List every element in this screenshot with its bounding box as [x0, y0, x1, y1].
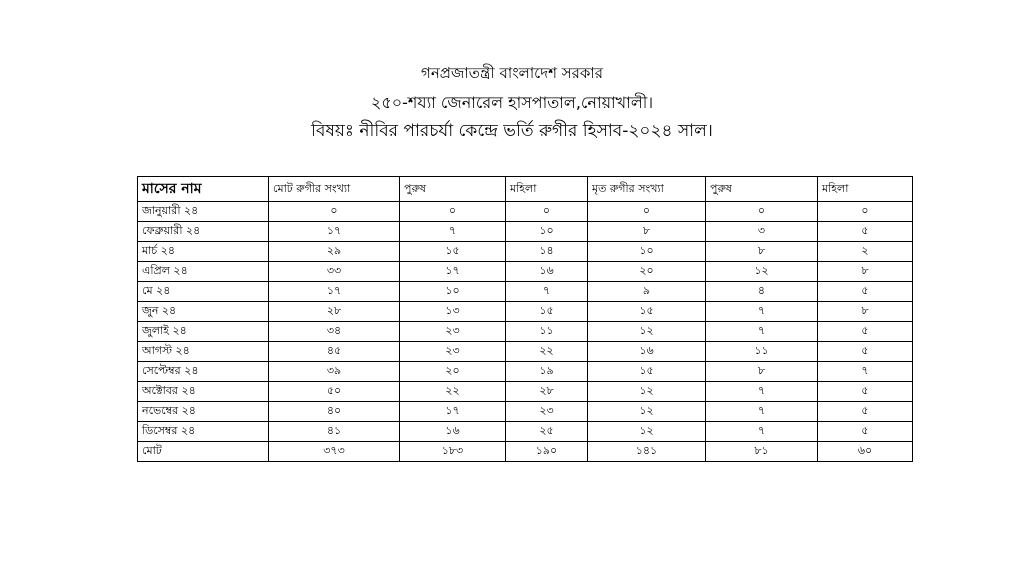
table-cell-value: ২০	[588, 262, 706, 282]
table-cell-value: ১০	[400, 282, 506, 302]
table-cell-value: ৩৪	[269, 322, 400, 342]
header-line-2: ২৫০-শয্যা জেনারেল হাসপাতাল,নোয়াখালী।	[370, 93, 654, 112]
table-cell-value: ১৫	[506, 302, 588, 322]
table-row	[138, 442, 913, 462]
table-cell-value: ৭	[400, 222, 506, 242]
table-cell-value: ২৮	[269, 302, 400, 322]
table-cell-value: ২২	[400, 382, 506, 402]
table-row	[138, 282, 913, 302]
table-cell-value: ২০	[400, 362, 506, 382]
table-cell-month: মোট	[138, 442, 269, 462]
table-cell-value: ১০	[588, 242, 706, 262]
table-cell-value: ৫	[818, 402, 913, 422]
table-cell-value: ৩৭৩	[269, 442, 400, 462]
table-cell-month: জানুয়ারী ২৪	[138, 202, 269, 222]
table-cell-value: ৪০	[269, 402, 400, 422]
table-cell-value: ০	[400, 202, 506, 222]
table-cell-value: ১২	[588, 322, 706, 342]
table-cell-value: ১২	[706, 262, 818, 282]
table-cell-value: ৫	[818, 382, 913, 402]
table-cell-month: মার্চ ২৪	[138, 242, 269, 262]
table-cell-value: ৮	[706, 362, 818, 382]
table-cell-month: ফেব্রুয়ারী ২৪	[138, 222, 269, 242]
table-cell-value: ১৪	[506, 242, 588, 262]
table-cell-value: ১৫	[400, 242, 506, 262]
table-cell-value: ১৭	[269, 282, 400, 302]
table-cell-value: ২৯	[269, 242, 400, 262]
table-cell-month: সেপ্টেম্বর ২৪	[138, 362, 269, 382]
column-header-deaths: মৃত রুগীর সংখ্যা	[588, 177, 706, 202]
table-cell-value: ৮	[706, 242, 818, 262]
table-cell-value: ৫	[818, 222, 913, 242]
table-cell-value: ১৪১	[588, 442, 706, 462]
table-row	[138, 322, 913, 342]
table-cell-value: ৫	[818, 322, 913, 342]
table-cell-value: ৪৫	[269, 342, 400, 362]
table-cell-value: ১২	[588, 422, 706, 442]
table-cell-month: এপ্রিল ২৪	[138, 262, 269, 282]
table-cell-value: ৩৯	[269, 362, 400, 382]
table-cell-value: ৩	[706, 222, 818, 242]
table-cell-month: জুন ২৪	[138, 302, 269, 322]
table-cell-value: ৭	[706, 402, 818, 422]
table-cell-value: ২২	[506, 342, 588, 362]
table-row	[138, 202, 913, 222]
table-cell-value: ১২	[588, 382, 706, 402]
table-cell-month: মে ২৪	[138, 282, 269, 302]
table-cell-value: ১৬	[506, 262, 588, 282]
column-header-deaths-female: মহিলা	[818, 177, 913, 202]
table-cell-value: ১৭	[400, 262, 506, 282]
table-cell-value: ১৯০	[506, 442, 588, 462]
table-row	[138, 422, 913, 442]
header-line-3: বিষয়ঃ নীবির পারচর্যা কেন্দ্রে ভর্তি রুগীর হিসাব-২০২৪ সাল।	[311, 121, 713, 141]
table-cell-value: ২৩	[506, 402, 588, 422]
column-header-female: মহিলা	[506, 177, 588, 202]
table-cell-value: ১৮৩	[400, 442, 506, 462]
table-cell-value: ২৩	[400, 322, 506, 342]
table-cell-value: ০	[818, 202, 913, 222]
table-row	[138, 302, 913, 322]
table-cell-value: ৭	[706, 302, 818, 322]
table-cell-value: ১৭	[269, 222, 400, 242]
table-cell-value: ৫	[818, 282, 913, 302]
column-header-month: মাসের নাম	[138, 177, 269, 202]
column-header-male: পুরুষ	[400, 177, 506, 202]
table-cell-value: ০	[706, 202, 818, 222]
table-cell-value: ৭	[706, 322, 818, 342]
table-cell-value: ১৫	[588, 362, 706, 382]
table-row	[138, 342, 913, 362]
table-cell-value: ৯	[588, 282, 706, 302]
table-row	[138, 402, 913, 422]
table-cell-month: জুলাই ২৪	[138, 322, 269, 342]
table-cell-month: আগস্ট ২৪	[138, 342, 269, 362]
table-row	[138, 222, 913, 242]
table-body	[138, 202, 913, 462]
table-cell-value: ৫	[818, 342, 913, 362]
table-cell-value: ৫	[818, 422, 913, 442]
table-cell-value: ০	[269, 202, 400, 222]
table-cell-value: ১১	[506, 322, 588, 342]
table-cell-value: ২	[818, 242, 913, 262]
table-cell-value: ২৮	[506, 382, 588, 402]
table-cell-value: ১৯	[506, 362, 588, 382]
table-cell-value: ৭	[706, 382, 818, 402]
column-header-deaths-male: পুরুষ	[706, 177, 818, 202]
table-cell-value: ৮	[818, 262, 913, 282]
table-cell-value: ১১	[706, 342, 818, 362]
table-cell-value: ০	[506, 202, 588, 222]
table-row	[138, 262, 913, 282]
table-cell-value: ৭	[506, 282, 588, 302]
table-cell-value: ৫০	[269, 382, 400, 402]
table-cell-value: ১৫	[588, 302, 706, 322]
table-cell-value: ১৬	[400, 422, 506, 442]
column-header-total-patients: মোট রুগীর সংখ্যা	[269, 177, 400, 202]
table-cell-value: ১৭	[400, 402, 506, 422]
table-cell-value: ২৫	[506, 422, 588, 442]
table-cell-month: ডিসেম্বর ২৪	[138, 422, 269, 442]
table-row	[138, 362, 913, 382]
table-cell-value: ৬০	[818, 442, 913, 462]
table-cell-value: ৪	[706, 282, 818, 302]
table-cell-value: ৭	[818, 362, 913, 382]
table-cell-value: ৩৩	[269, 262, 400, 282]
table-cell-value: ৮১	[706, 442, 818, 462]
table-cell-value: ৪১	[269, 422, 400, 442]
table-cell-value: ৭	[706, 422, 818, 442]
header-line-1: গনপ্রজাতন্ত্রী বাংলাদেশ সরকার	[421, 64, 603, 82]
table-cell-value: ৮	[588, 222, 706, 242]
table-cell-month: নভেম্বের ২৪	[138, 402, 269, 422]
table-cell-value: ৮	[818, 302, 913, 322]
table-cell-value: ১৩	[400, 302, 506, 322]
table-cell-value: ০	[588, 202, 706, 222]
table-cell-month: অক্টোবর ২৪	[138, 382, 269, 402]
table-cell-value: ১২	[588, 402, 706, 422]
table-cell-value: ১০	[506, 222, 588, 242]
table-row	[138, 242, 913, 262]
patient-table	[137, 176, 913, 462]
table-cell-value: ১৬	[588, 342, 706, 362]
table-cell-value: ২৩	[400, 342, 506, 362]
table-header-row	[138, 177, 913, 202]
table-row	[138, 382, 913, 402]
